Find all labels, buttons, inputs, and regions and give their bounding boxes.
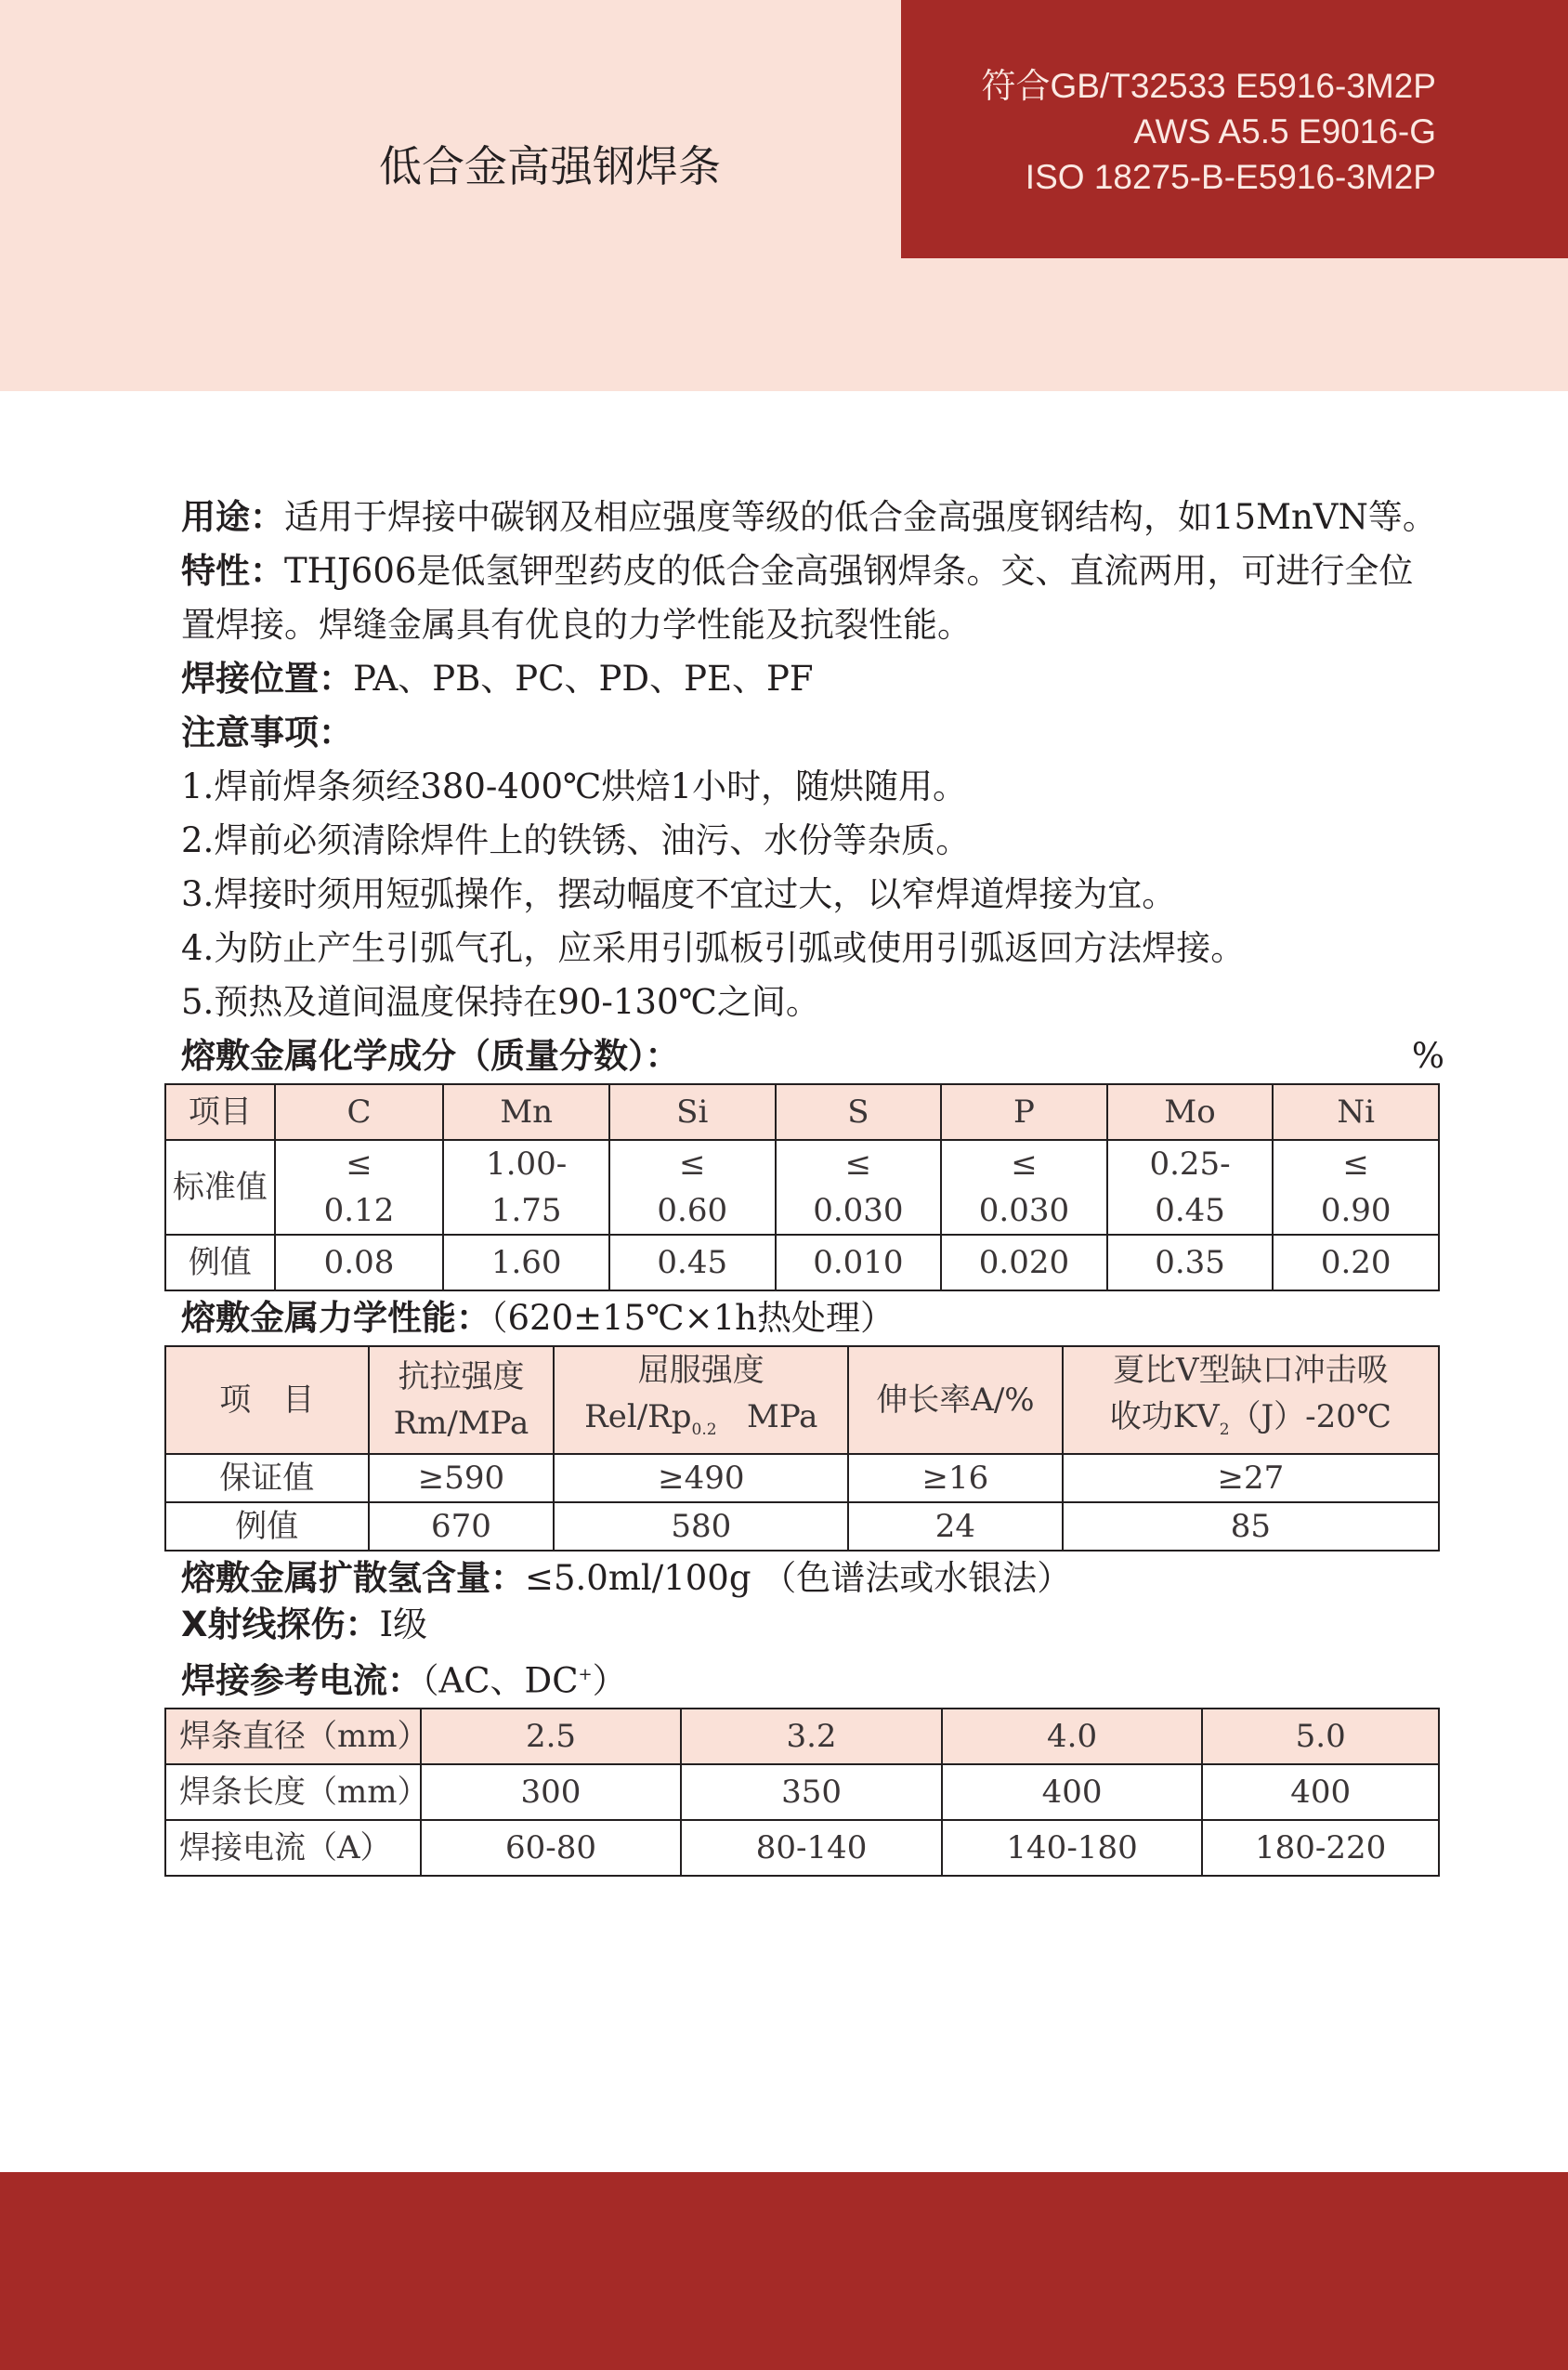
table-cell: [275, 1140, 444, 1235]
hydrogen-paragraph: [181, 1555, 1444, 1602]
table-cell: ≥590: [369, 1454, 555, 1502]
table-cell: 焊接电流（A）: [165, 1820, 421, 1876]
table-cell: 180-220: [1202, 1820, 1439, 1876]
footer-band: [0, 2172, 1568, 2370]
table-cell: [443, 1140, 609, 1235]
table-cell: 0.20: [1273, 1235, 1439, 1290]
table-cell: 85: [1063, 1502, 1439, 1551]
note-item: 2.焊前必须清除焊件上的铁锈、油污、水份等杂质。: [181, 820, 971, 860]
cell-line: ≤: [679, 1146, 706, 1183]
notes-heading: 注意事项：: [181, 713, 353, 753]
impact-unit-b: （J）-20℃: [1229, 1398, 1392, 1436]
usage-paragraph: [181, 491, 1444, 544]
cell-line: ≤: [1011, 1146, 1038, 1183]
standard-gb: 符合GB/T32533 E5916-3M2P: [981, 67, 1436, 105]
table-cell: [941, 1140, 1107, 1235]
table-row: [165, 1502, 1439, 1551]
table-cell: 670: [369, 1502, 555, 1551]
impact-subscript: 2: [1219, 1420, 1230, 1439]
table-cell: 项目: [165, 1084, 275, 1140]
table-cell: 24: [848, 1502, 1063, 1551]
chem-title: 熔敷金属化学成分（质量分数）：: [181, 1036, 680, 1076]
table-cell: Mo: [1107, 1084, 1274, 1140]
features-paragraph: [181, 544, 1444, 652]
table-row: [165, 1346, 1439, 1454]
table-row: [165, 1084, 1439, 1140]
standard-iso: ISO 18275-B-E5916-3M2P: [1025, 158, 1436, 196]
cell-line: 1.75: [490, 1192, 562, 1229]
table-cell: 400: [1202, 1764, 1439, 1820]
impact-unit-a: 收功KV: [1109, 1398, 1220, 1436]
table-cell: 5.0: [1202, 1709, 1439, 1764]
yield-subscript: 0.2: [691, 1420, 717, 1439]
mech-heading: [181, 1291, 1444, 1345]
cell-line: ≤: [1342, 1146, 1369, 1183]
table-cell: 例值: [165, 1235, 275, 1290]
table-cell: 伸长率A/%: [848, 1346, 1063, 1454]
current-paragraph: [181, 1648, 1444, 1708]
cell-line: 0.030: [813, 1192, 904, 1229]
note-item: 1.焊前焊条须经380-400℃烘焙1小时，随烘随用。: [181, 766, 967, 806]
mech-condition: （620±15℃×1h热处理）: [490, 1298, 895, 1338]
table-cell: 3.2: [681, 1709, 942, 1764]
mech-title: 熔敷金属力学性能：: [181, 1298, 490, 1338]
table-cell: 140-180: [942, 1820, 1203, 1876]
cell-line: 0.60: [657, 1192, 728, 1229]
mechanical-properties-table: [164, 1345, 1440, 1552]
xray-label: X射线探伤：: [181, 1604, 380, 1644]
table-cell: 标准值: [165, 1140, 275, 1235]
table-cell: 保证值: [165, 1454, 369, 1502]
table-cell: Mn: [443, 1084, 609, 1140]
table-cell: 60-80: [421, 1820, 682, 1876]
table-cell: Ni: [1273, 1084, 1439, 1140]
current-text: （AC、DC: [422, 1660, 579, 1701]
current-superscript: +: [578, 1665, 593, 1684]
positions-paragraph: [181, 652, 1444, 706]
table-cell: 0.35: [1107, 1235, 1274, 1290]
yield-unit-b: MPa: [747, 1398, 818, 1436]
yield-unit-a: Rel/Rp: [584, 1398, 692, 1436]
xray-paragraph: [181, 1602, 1444, 1648]
table-cell: 焊条直径（mm）: [165, 1709, 421, 1764]
note-item: 4.为防止产生引弧气孔，应采用引弧板引弧或使用引弧返回方法焊接。: [181, 928, 1246, 968]
table-row: [165, 1764, 1439, 1820]
table-row: [165, 1235, 1439, 1290]
cell-line: 抗拉强度: [398, 1358, 525, 1395]
chem-unit: %: [1411, 1036, 1444, 1076]
standards-box: [901, 0, 1568, 258]
positions-label: 焊接位置：: [181, 659, 353, 699]
product-title: 低合金高强钢焊条: [379, 141, 721, 191]
table-cell: [1063, 1346, 1439, 1454]
table-cell: 400: [942, 1764, 1203, 1820]
table-cell: 焊条长度（mm）: [165, 1764, 421, 1820]
table-cell: 0.010: [776, 1235, 942, 1290]
table-cell: [776, 1140, 942, 1235]
standard-aws: AWS A5.5 E9016-G: [1133, 112, 1436, 151]
hydrogen-text: ≤5.0ml/100g （色谱法或水银法）: [525, 1558, 1072, 1598]
chem-heading: [181, 1029, 1444, 1083]
cell-line: 0.12: [323, 1192, 395, 1229]
positions-text: PA、PB、PC、PD、PE、PF: [353, 659, 814, 699]
cell-line: ≤: [844, 1146, 872, 1183]
usage-text: 适用于焊接中碳钢及相应强度等级的低合金高强度钢结构，如15MnVN等。: [284, 497, 1437, 537]
table-cell: [369, 1346, 555, 1454]
features-label: 特性：: [181, 551, 284, 591]
table-cell: 0.08: [275, 1235, 444, 1290]
table-cell: ≥490: [554, 1454, 848, 1502]
table-cell: 350: [681, 1764, 942, 1820]
current-label: 焊接参考电流：: [181, 1660, 422, 1701]
table-cell: 例值: [165, 1502, 369, 1551]
table-cell: 0.020: [941, 1235, 1107, 1290]
cell-line: 0.90: [1320, 1192, 1392, 1229]
table-cell: 1.60: [443, 1235, 609, 1290]
features-text: THJ606是低氢钾型药皮的低合金高强钢焊条。交、直流两用，可进行全位置焊接。焊缝金属具有优良的力学性能及抗裂性能。: [181, 551, 1414, 645]
table-cell: 580: [554, 1502, 848, 1551]
table-cell: S: [776, 1084, 942, 1140]
table-cell: ≥27: [1063, 1454, 1439, 1502]
table-cell: C: [275, 1084, 444, 1140]
table-row: [165, 1140, 1439, 1235]
table-row: [165, 1454, 1439, 1502]
table-cell: 0.45: [609, 1235, 776, 1290]
table-cell: Si: [609, 1084, 776, 1140]
cell-line: ≤: [346, 1146, 372, 1183]
current-close: ）: [592, 1660, 627, 1701]
table-cell: [609, 1140, 776, 1235]
cell-line: [558, 1394, 843, 1453]
cell-line: 1.00-: [486, 1146, 568, 1183]
table-cell: ≥16: [848, 1454, 1063, 1502]
datasheet-content: [172, 491, 1444, 1877]
hydrogen-label: 熔敷金属扩散氢含量：: [181, 1558, 525, 1598]
table-cell: 2.5: [421, 1709, 682, 1764]
table-cell: [554, 1346, 848, 1454]
table-row: [165, 1709, 1439, 1764]
cell-line: 0.030: [978, 1192, 1070, 1229]
usage-label: 用途：: [181, 497, 284, 537]
table-cell: P: [941, 1084, 1107, 1140]
welding-current-table: [164, 1708, 1440, 1877]
table-cell: [1273, 1140, 1439, 1235]
chemical-composition-table: [164, 1083, 1440, 1291]
table-cell: 80-140: [681, 1820, 942, 1876]
note-item: 3.焊接时须用短弧操作，摆动幅度不宜过大，以窄焊道焊接为宜。: [181, 874, 1177, 914]
cell-line: Rm/MPa: [393, 1405, 529, 1442]
cell-line: 屈服强度: [637, 1352, 764, 1390]
cell-line: 0.25-: [1149, 1146, 1231, 1183]
table-cell: 4.0: [942, 1709, 1203, 1764]
note-item: 5.预热及道间温度保持在90-130℃之间。: [181, 982, 820, 1022]
table-cell: 项 目: [165, 1346, 369, 1454]
table-cell: [1107, 1140, 1274, 1235]
xray-text: Ⅰ级: [379, 1604, 428, 1644]
table-cell: 300: [421, 1764, 682, 1820]
cell-line: 0.45: [1155, 1192, 1225, 1229]
cell-line: 夏比V型缺口冲击吸: [1113, 1352, 1389, 1390]
table-row: [165, 1820, 1439, 1876]
cell-line: [1067, 1394, 1434, 1453]
